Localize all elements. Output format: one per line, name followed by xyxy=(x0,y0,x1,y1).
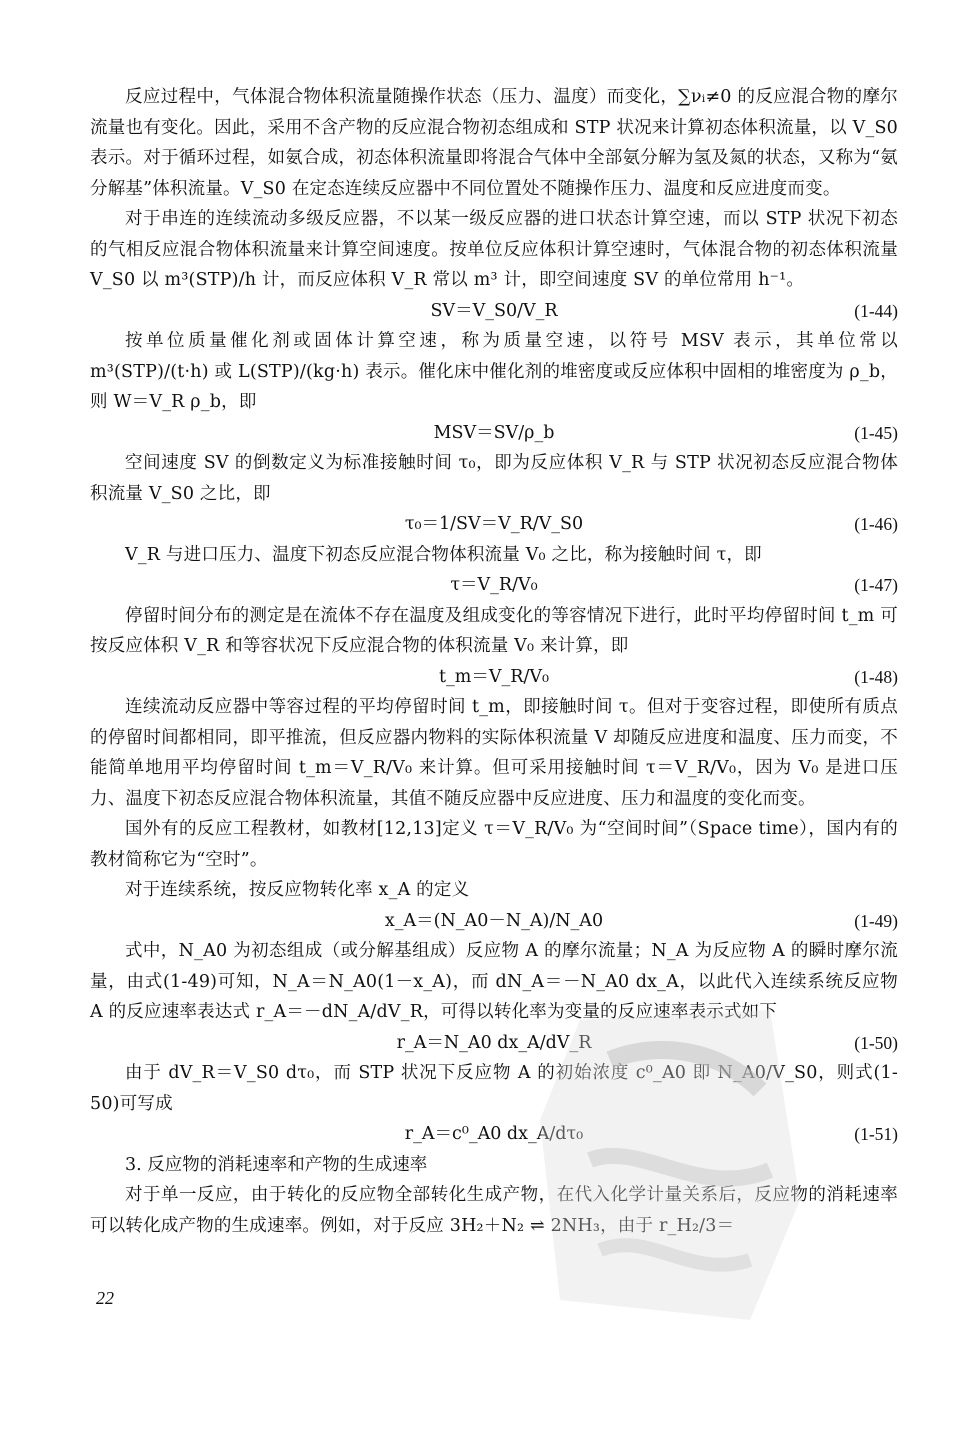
paragraph-5: V_R 与进口压力、温度下初态反应混合物体积流量 V₀ 之比，称为接触时间 τ，即 xyxy=(125,544,762,565)
equation-text: SV＝V_S0/V_R xyxy=(430,300,558,321)
equation-number: (1-46) xyxy=(854,514,898,534)
paragraph-4: 空间速度 SV 的倒数定义为标准接触时间 τ₀，即为反应体积 V_R 与 STP 状况初态反应混合物体积流量 V_S0 之比，即 xyxy=(90,453,898,504)
paragraph-1: 反应过程中，气体混合物体积流量随操作状态（压力、温度）而变化，∑νᵢ≠0 的反应混合物的摩尔流量也有变化。因此，采用不含产物的反应混合物初态组成和 STP 状况来计算初态体积流量，以 V_S0 表示。对于循环过程，如氨合成，初态体积流量即将混合气体中全部氨分解为氢及氮的状态，又称为“氨分解基”体积流量。V_S0 在定态连续反应器中不同位置处不随操作压力、温度和反应进度而变。 xyxy=(90,87,898,199)
equation-1-47 xyxy=(90,570,898,601)
equation-text: r_A＝c⁰_A0 dx_A/dτ₀ xyxy=(404,1124,584,1144)
equation-1-51 xyxy=(90,1119,898,1150)
equation-text: r_A＝N_A0 dx_A/dV_R xyxy=(396,1032,592,1053)
paragraph-8: 国外有的反应工程教材，如教材[12,13]定义 τ＝V_R/V₀ 为“空间时间”（Space time），国内有的教材简称它为“空时”。 xyxy=(90,819,898,870)
equation-text: MSV＝SV/ρ_b xyxy=(433,422,555,443)
equation-number: (1-48) xyxy=(854,666,898,687)
paragraph-10: 式中，N_A0 为初态组成（或分解基组成）反应物 A 的摩尔流量；N_A 为反应物 A 的瞬时摩尔流量，由式(1-49)可知，N_A＝N_A0(1－x_A)，而 dN_A＝－N_A0 dx_A，以此代入连续系统反应物 A 的反应速率表达式 r_A＝－dN_A/dV_R，可得以转化率为变量的反应速率表示式如下 xyxy=(90,941,898,1022)
equation-1-44 xyxy=(90,296,898,327)
paragraph-11: 由于 dV_R＝V_S0 dτ₀，而 STP 状况下反应物 A 的初始浓度 c⁰_A0 即 N_A0/V_S0，则式(1-50)可写成 xyxy=(90,1063,898,1114)
equation-text: τ₀＝1/SV＝V_R/V_S0 xyxy=(404,514,584,534)
equation-text: x_A＝(N_A0－N_A)/N_A0 xyxy=(384,910,604,931)
equation-number: (1-45) xyxy=(854,422,898,443)
paragraph-7: 连续流动反应器中等容过程的平均停留时间 t_m，即接触时间 τ。但对于变容过程，即使所有质点的停留时间都相同，即平推流，但反应器内物料的实际体积流量 V 却随反应进度和温度、压力而变，不能简单地用平均停留时间 t_m＝V_R/V₀ 来计算。但可采用接触时间 τ＝V_R/V₀，因为 V₀ 是进口压力、温度下初态反应混合物体积流量，其值不随反应器中反应进度、压力和温度的变化而变。 xyxy=(90,697,898,809)
section-heading: 3. 反应物的消耗速率和产物的生成速率 xyxy=(125,1154,428,1175)
equation-1-45 xyxy=(90,418,898,449)
body-text xyxy=(90,82,898,1241)
equation-text: t_m＝V_R/V₀ xyxy=(439,666,549,687)
paragraph-6: 停留时间分布的测定是在流体不存在温度及组成变化的等容情况下进行，此时平均停留时间 t_m 可按反应体积 V_R 和等容状况下反应混合物的体积流量 V₀ 来计算，即 xyxy=(90,605,898,656)
paragraph-3: 按单位质量催化剂或固体计算空速，称为质量空速，以符号 MSV 表示，其单位常以 m³(STP)/(t·h) 或 L(STP)/(kg·h) 表示。催化床中催化剂的堆密度或反应体积中固相的堆密度为 ρ_b，则 W＝V_R ρ_b，即 xyxy=(90,331,898,412)
equation-text: τ＝V_R/V₀ xyxy=(450,575,538,595)
equation-1-50 xyxy=(90,1028,898,1059)
equation-1-49 xyxy=(90,906,898,937)
paragraph-9: 对于连续系统，按反应物转化率 x_A 的定义 xyxy=(125,880,470,900)
equation-number: (1-47) xyxy=(854,575,898,595)
paragraph-12: 对于单一反应，由于转化的反应物全部转化生成产物，在代入化学计量关系后，反应物的消耗速率可以转化成产物的生成速率。例如，对于反应 3H₂＋N₂ ⇌ 2NH₃，由于 r_H₂/3＝ xyxy=(90,1185,898,1236)
paragraph-2: 对于串连的连续流动多级反应器，不以某一级反应器的进口状态计算空速，而以 STP 状况下初态的气相反应混合物体积流量来计算空间速度。按单位反应体积计算空速时，气体混合物的初态体积流量 V_S0 以 m³(STP)/h 计，而反应体积 V_R 常以 m³ 计，即空间速度 SV 的单位常用 h⁻¹。 xyxy=(90,209,898,290)
equation-1-46 xyxy=(90,509,898,540)
equation-number: (1-49) xyxy=(854,910,898,931)
equation-number: (1-44) xyxy=(854,300,898,321)
equation-number: (1-50) xyxy=(854,1032,898,1053)
equation-number: (1-51) xyxy=(854,1124,898,1144)
equation-1-48 xyxy=(90,662,898,693)
page-number: 22 xyxy=(96,1288,114,1308)
